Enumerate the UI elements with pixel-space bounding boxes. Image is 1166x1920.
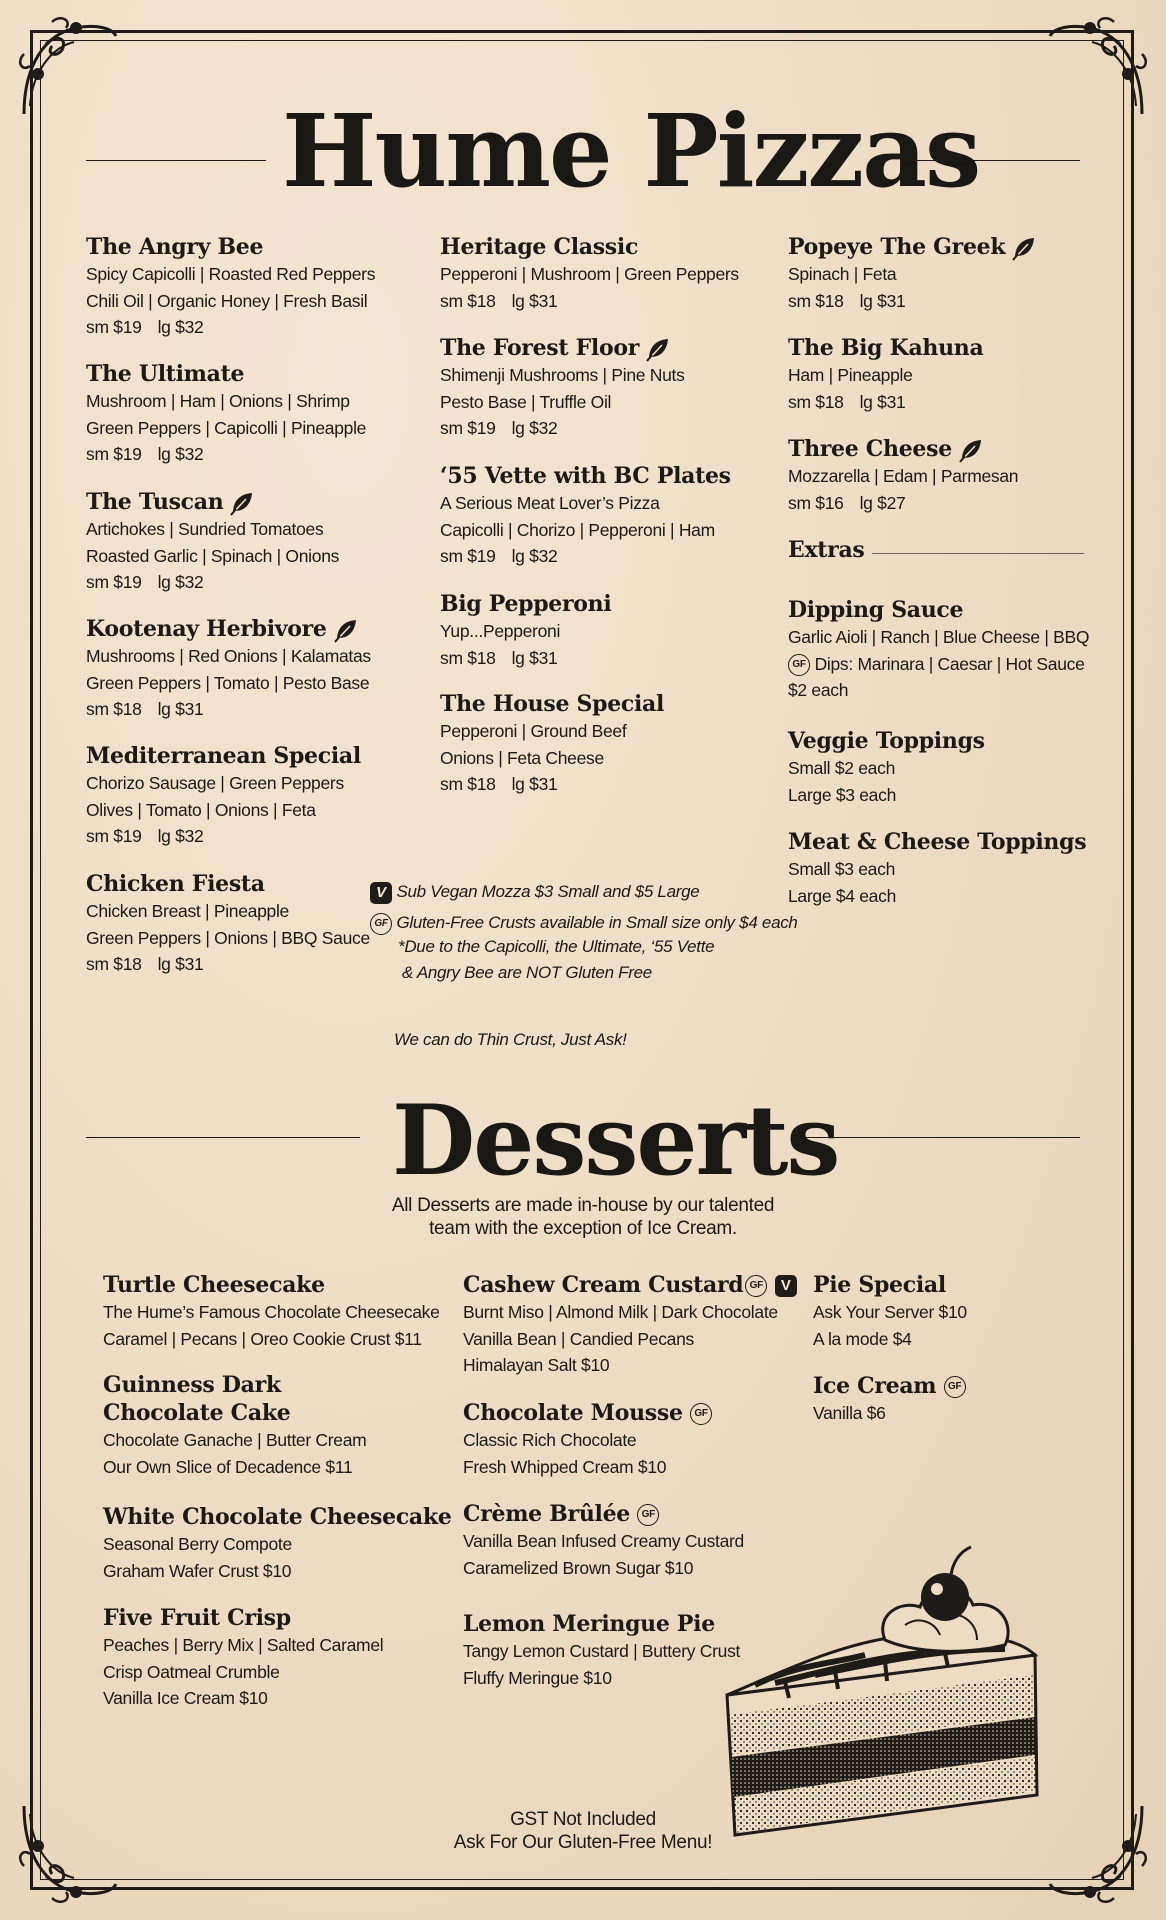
pizza-name: The Forest Floor — [440, 335, 640, 361]
extras-meat-cheese-toppings — [788, 828, 1128, 909]
dessert-item — [103, 1371, 443, 1480]
pizza-price — [440, 771, 780, 798]
dessert-description: Vanilla Bean | Candied Pecans — [463, 1328, 694, 1349]
dessert-description: Our Own Slice of Decadence $11 — [103, 1456, 353, 1477]
pizza-ingredients: Mushrooms | Red Onions | Kalamatas — [86, 646, 371, 666]
gluten-disclaimer: *Due to the Capicolli, the Ultimate, ‘55 Vette — [398, 937, 715, 956]
extras-price: Small $2 each — [788, 758, 895, 778]
pizza-price — [440, 645, 780, 672]
thin-crust-note: We can do Thin Crust, Just Ask! — [394, 1030, 627, 1049]
price-small: sm $18 — [86, 954, 142, 974]
extras-price: $2 each — [788, 680, 849, 700]
price-small: sm $19 — [86, 317, 142, 337]
pizza-ingredients: Yup...Pepperoni — [440, 621, 561, 641]
dessert-description: Vanilla Bean Infused Creamy Custard — [463, 1531, 744, 1551]
title-rule-left — [86, 160, 266, 161]
price-large: lg $32 — [157, 317, 204, 337]
extras-dipping-sauce — [788, 596, 1128, 704]
pizza-item — [86, 615, 426, 723]
pizza-ingredients: Chorizo Sausage | Green Peppers — [86, 773, 344, 793]
vegetarian-leaf-icon — [333, 617, 359, 643]
extras-price: Large $3 each — [788, 784, 896, 805]
pizza-ingredients: Spicy Capicolli | Roasted Red Peppers — [86, 264, 376, 284]
price-small: sm $19 — [440, 418, 496, 438]
dessert-description: Classic Rich Chocolate — [463, 1430, 637, 1450]
vegetarian-leaf-icon — [645, 336, 671, 362]
corner-ornament-top-left — [16, 14, 126, 124]
dessert-item — [463, 1399, 803, 1480]
dessert-description: Chocolate Ganache | Butter Cream — [103, 1430, 367, 1450]
corner-ornament-bottom-right — [1040, 1796, 1150, 1906]
price-small: sm $18 — [86, 699, 142, 719]
page-title: Hume Pizzas — [282, 92, 980, 210]
dessert-description: A la mode $4 — [813, 1328, 912, 1349]
gluten-free-icon: GF — [637, 1504, 659, 1526]
dessert-name: Cashew Cream Custard — [463, 1272, 744, 1298]
gst-note: GST Not Included — [510, 1809, 656, 1830]
dessert-description: The Hume’s Famous Chocolate Cheesecake — [103, 1302, 440, 1322]
gluten-free-icon: GF — [745, 1275, 767, 1297]
price-small: sm $18 — [788, 391, 844, 412]
price-small: sm $18 — [440, 774, 496, 794]
pizza-ingredients: Roasted Garlic | Spinach | Onions — [86, 545, 340, 566]
vegetarian-leaf-icon — [958, 437, 984, 463]
dessert-item — [103, 1503, 452, 1584]
dessert-item — [463, 1271, 803, 1379]
title-rule-right — [900, 160, 1080, 161]
gluten-free-icon: GF — [944, 1376, 966, 1398]
pizza-ingredients: Pepperoni | Ground Beef — [440, 721, 627, 741]
pizza-price — [440, 288, 780, 315]
pizza-price — [440, 415, 780, 442]
pizza-name: The Tuscan — [86, 489, 224, 515]
pizza-name: The Big Kahuna — [788, 335, 984, 361]
pizza-ingredients: Olives | Tomato | Onions | Feta — [86, 799, 316, 820]
pizza-ingredients: Green Peppers | Capicolli | Pineapple — [86, 417, 367, 438]
dessert-name: Chocolate Cake — [103, 1400, 291, 1426]
pizza-ingredients: Spinach | Feta — [788, 264, 897, 284]
vegetarian-leaf-icon — [229, 490, 255, 516]
dessert-name: Guinness Dark — [103, 1372, 281, 1398]
pizza-name: Popeye The Greek — [788, 234, 1006, 260]
extras-veggie-toppings — [788, 727, 1128, 808]
price-large: lg $32 — [511, 546, 558, 566]
pizza-ingredients: Capicolli | Chorizo | Pepperoni | Ham — [440, 519, 715, 540]
price-large: lg $27 — [859, 492, 906, 513]
gluten-free-menu-note: Ask For Our Gluten-Free Menu! — [453, 1832, 713, 1853]
pizza-ingredients: Shimenji Mushrooms | Pine Nuts — [440, 365, 685, 385]
extras-name: Veggie Toppings — [788, 728, 985, 754]
dessert-description: Burnt Miso | Almond Milk | Dark Chocolate — [463, 1302, 778, 1322]
corner-ornament-top-right — [1040, 14, 1150, 124]
extras-name: Dipping Sauce — [788, 597, 964, 623]
dessert-description: Vanilla $6 — [813, 1403, 886, 1423]
desserts-title: Desserts — [392, 1084, 839, 1197]
dessert-name: Five Fruit Crisp — [103, 1605, 291, 1631]
pizza-ingredients: Green Peppers | Tomato | Pesto Base — [86, 672, 370, 693]
extras-heading: Extras — [788, 537, 865, 563]
gluten-free-icon: GF — [690, 1403, 712, 1425]
price-large: lg $32 — [511, 418, 558, 438]
extras-line: Garlic Aioli | Ranch | Blue Cheese | BBQ — [788, 627, 1090, 647]
extras-rule — [872, 553, 1084, 554]
vegan-icon: V — [370, 882, 392, 904]
pizza-price — [86, 569, 426, 596]
price-large: lg $31 — [511, 290, 558, 311]
gluten-disclaimer: & Angry Bee are NOT Gluten Free — [402, 963, 652, 982]
dessert-description: Ask Your Server $10 — [813, 1302, 967, 1322]
pizza-name: Chicken Fiesta — [86, 871, 265, 897]
pizza-ingredients: Pesto Base | Truffle Oil — [440, 391, 612, 412]
dessert-item — [103, 1604, 443, 1712]
pizza-ingredients: Onions | Feta Cheese — [440, 747, 604, 768]
vegan-note — [370, 876, 699, 907]
price-small: sm $19 — [440, 546, 496, 566]
dessert-description: Tangy Lemon Custard | Buttery Crust — [463, 1641, 741, 1661]
dessert-item — [813, 1271, 1063, 1352]
dessert-name: Chocolate Mousse — [463, 1400, 683, 1426]
vegan-note-text: Sub Vegan Mozza $3 Small and $5 Large — [396, 882, 700, 901]
pizza-item — [788, 233, 1128, 314]
price-large: lg $31 — [511, 774, 558, 794]
vegetarian-leaf-icon — [1011, 235, 1037, 261]
price-small: sm $18 — [440, 647, 496, 668]
desserts-intro: All Desserts are made in-house by our talented — [391, 1195, 775, 1216]
price-large: lg $31 — [859, 391, 906, 412]
price-large: lg $31 — [859, 290, 906, 311]
pizza-price — [86, 951, 426, 978]
dessert-name: Turtle Cheesecake — [103, 1272, 325, 1298]
desserts-intro: team with the exception of Ice Cream. — [429, 1218, 737, 1239]
dessert-item — [813, 1372, 1063, 1427]
pizza-item — [86, 488, 426, 596]
pizza-item — [86, 360, 426, 468]
pizza-ingredients: Chicken Breast | Pineapple — [86, 901, 289, 921]
pizza-name: The House Special — [440, 691, 665, 717]
price-large: lg $32 — [157, 826, 204, 846]
pizza-price — [788, 389, 1128, 416]
extras-price: Large $4 each — [788, 885, 896, 906]
price-large: lg $32 — [157, 444, 204, 464]
pizza-item — [440, 334, 780, 442]
desserts-rule-left — [86, 1137, 360, 1138]
extras-name: Meat & Cheese Toppings — [788, 829, 1087, 855]
price-large: lg $31 — [157, 699, 204, 719]
extras-price: Small $3 each — [788, 859, 895, 879]
pizza-item — [440, 462, 780, 570]
pizza-price — [440, 543, 780, 570]
dessert-name: Crème Brûlée — [463, 1501, 630, 1527]
pizza-name: Kootenay Herbivore — [86, 616, 327, 642]
dessert-description: Seasonal Berry Compote — [103, 1534, 292, 1554]
price-large: lg $32 — [157, 572, 204, 592]
pizza-item — [440, 590, 780, 671]
pizza-name: The Angry Bee — [86, 234, 264, 260]
price-small: sm $16 — [788, 492, 844, 513]
pizza-item — [440, 690, 780, 798]
dessert-name: Ice Cream — [813, 1373, 937, 1399]
price-small: sm $19 — [86, 572, 142, 592]
pizza-item — [440, 233, 780, 314]
pizza-price — [86, 696, 426, 723]
price-small: sm $19 — [86, 826, 142, 846]
pizza-name: Heritage Classic — [440, 234, 639, 260]
dessert-description: Peaches | Berry Mix | Salted Caramel — [103, 1635, 384, 1655]
price-small: sm $18 — [440, 290, 496, 311]
pizza-name: ‘55 Vette with BC Plates — [440, 463, 731, 489]
pizza-ingredients: Mushroom | Ham | Onions | Shrimp — [86, 391, 350, 411]
price-large: lg $31 — [157, 954, 204, 974]
price-small: sm $19 — [86, 444, 142, 464]
pizza-ingredients: Ham | Pineapple — [788, 365, 913, 385]
price-large: lg $31 — [511, 647, 558, 668]
pizza-price — [86, 314, 426, 341]
dessert-name: Pie Special — [813, 1272, 946, 1298]
dessert-item — [103, 1271, 443, 1352]
gluten-free-note-text: Gluten-Free Crusts available in Small size only $4 each — [396, 913, 798, 932]
dessert-description: Vanilla Ice Cream $10 — [103, 1688, 268, 1708]
dessert-description: Himalayan Salt $10 — [463, 1355, 610, 1375]
pizza-name: Mediterranean Special — [86, 743, 361, 769]
pizza-name: Big Pepperoni — [440, 591, 612, 617]
dessert-description: Caramel | Pecans | Oreo Cookie Crust $11 — [103, 1328, 422, 1349]
vegan-icon: V — [775, 1275, 797, 1297]
gluten-free-icon: GF — [788, 654, 810, 676]
pizza-item — [788, 334, 1128, 415]
pizza-item — [788, 435, 1128, 516]
price-small: sm $18 — [788, 290, 844, 311]
extras-line: Dips: Marinara | Caesar | Hot Sauce — [814, 653, 1085, 674]
pizza-price — [788, 490, 1128, 517]
pizza-price — [86, 823, 426, 850]
corner-ornament-bottom-left — [16, 1796, 126, 1906]
pizza-ingredients: Green Peppers | Onions | BBQ Sauce — [86, 927, 370, 948]
pizza-ingredients: A Serious Meat Lover’s Pizza — [440, 493, 660, 513]
pizza-price — [86, 441, 426, 468]
pizza-ingredients: Artichokes | Sundried Tomatoes — [86, 519, 324, 539]
gluten-free-icon: GF — [370, 913, 392, 935]
pizza-ingredients: Pepperoni | Mushroom | Green Peppers — [440, 264, 739, 284]
desserts-rule-right — [806, 1137, 1080, 1138]
pizza-item — [86, 233, 426, 341]
dessert-name: White Chocolate Cheesecake — [103, 1504, 452, 1530]
dessert-description: Caramelized Brown Sugar $10 — [463, 1557, 694, 1578]
pizza-name: The Ultimate — [86, 361, 245, 387]
dessert-description: Fluffy Meringue $10 — [463, 1667, 612, 1688]
pizza-price — [788, 288, 1128, 315]
pizza-item — [86, 742, 426, 850]
pizza-ingredients: Chili Oil | Organic Honey | Fresh Basil — [86, 290, 368, 311]
pizza-ingredients: Mozzarella | Edam | Parmesan — [788, 466, 1019, 486]
dessert-description: Crisp Oatmeal Crumble — [103, 1661, 280, 1682]
dessert-description: Graham Wafer Crust $10 — [103, 1560, 292, 1581]
dessert-name: Lemon Meringue Pie — [463, 1611, 715, 1637]
pizza-name: Three Cheese — [788, 436, 952, 462]
dessert-description: Fresh Whipped Cream $10 — [463, 1456, 667, 1477]
